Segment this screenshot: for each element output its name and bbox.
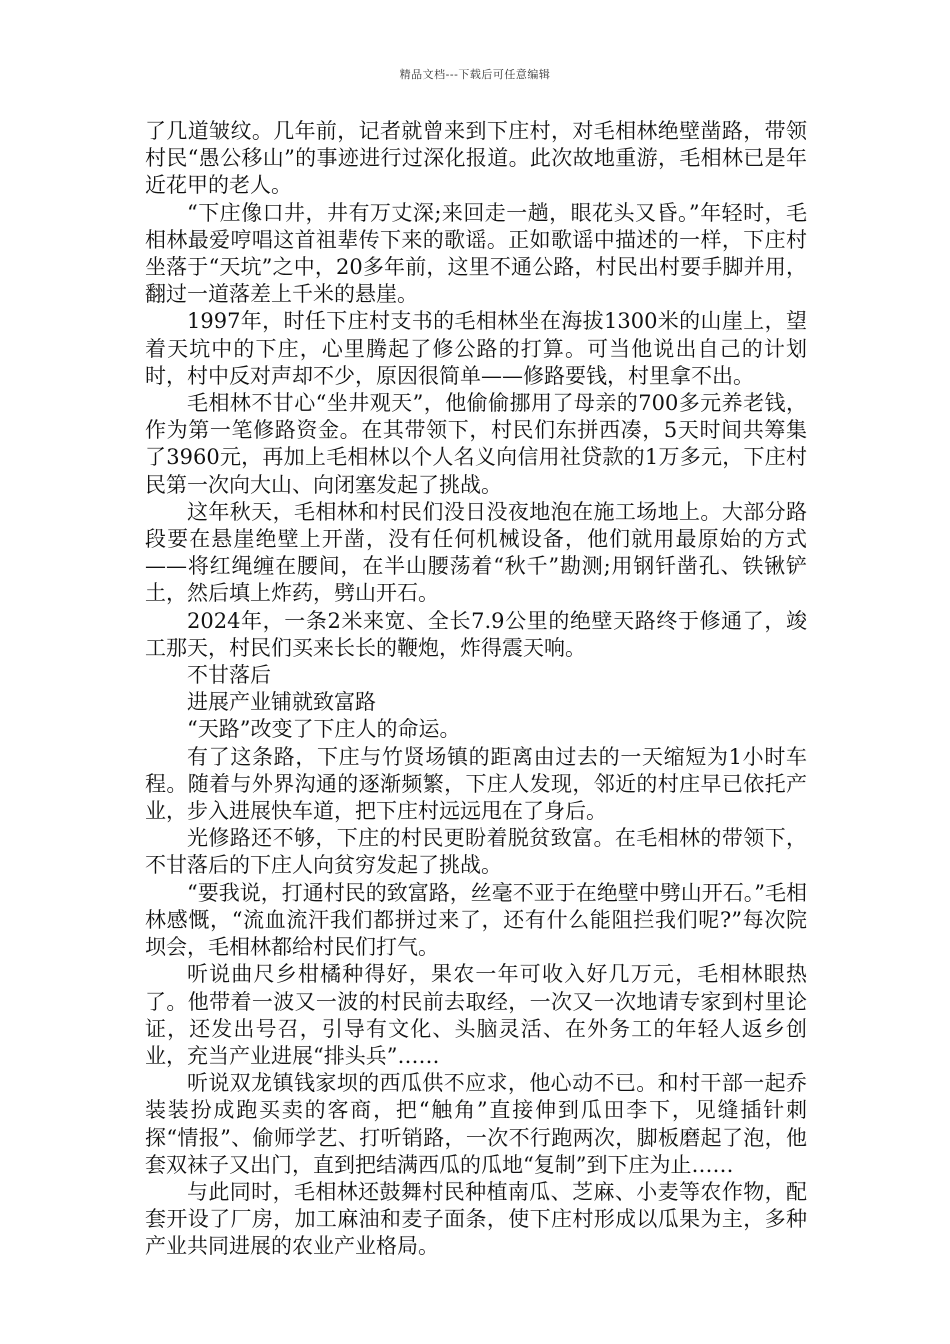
paragraph: “要我说，打通村民的致富路，丝毫不亚于在绝壁中劈山开石。”毛相林感慨，“流血流汗我们都拼过来了，还有什么能阻拦我们呢?”每次院坝会，毛相林都给村民们打气。 (145, 880, 807, 960)
paragraph: 听说双龙镇钱家坝的西瓜供不应求，他心动不已。和村干部一起乔装装扮成跑买卖的客商，把“触角”直接伸到瓜田李下，见缝插针刺探“情报”、偷师学艺、打听销路，一次不行跑两次，脚板磨起了泡，他套双袜子又出门，直到把结满西瓜的瓜地“复制”到下庄为止…… (145, 1071, 807, 1177)
paragraph: 2024年，一条2米来宽、全长7.9公里的绝壁天路终于修通了，竣工那天，村民们买来长长的鞭炮，炸得震天响。 (145, 608, 807, 660)
page-header: 精品文档---下载后可任意编辑 (399, 68, 551, 81)
paragraph: 光修路还不够，下庄的村民更盼着脱贫致富。在毛相林的带领下，不甘落后的下庄人向贫穷发起了挑战。 (145, 826, 807, 878)
paragraph: 这年秋天，毛相林和村民们没日没夜地泡在施工场地上。大部分路段要在悬崖绝壁上开凿，没有任何机械设备，他们就用最原始的方式——将红绳缠在腰间，在半山腰荡着“秋千”勘测;用钢钎凿孔、铁锹铲土，然后填上炸药，劈山开石。 (145, 499, 807, 606)
paragraph: “下庄像口井，井有万丈深;来回走一趟，眼花头又昏。”年轻时，毛相林最爱哼唱这首祖辈传下来的歌谣。正如歌谣中描述的一样，下庄村坐落于“天坑”之中，20多年前，这里不通公路，村民出村要手脚并用，翻过一道落差上千米的悬崖。 (145, 200, 807, 307)
paragraph: 听说曲尺乡柑橘种得好，果农一年可收入好几万元，毛相林眼热了。他带着一波又一波的村民前去取经，一次又一次地请专家到村里论证，还发出号召，引导有文化、头脑灵活、在外务工的年轻人返乡创业，充当产业进展“排头兵”…… (145, 962, 807, 1068)
paragraph: “天路”改变了下庄人的命运。 (187, 717, 461, 742)
paragraph: 毛相林不甘心“坐井观天”，他偷偷挪用了母亲的700多元养老钱，作为第一笔修路资金。在其带领下，村民们东拼西凑，5天时间共筹集了3960元，再加上毛相林以个人名义向信用社贷款的1万多元，下庄村民第一次向大山、向闭塞发起了挑战。 (145, 391, 807, 497)
paragraph: 了几道皱纹。几年前，记者就曾来到下庄村，对毛相林绝壁凿路，带领村民“愚公移山”的事迹进行过深化报道。此次故地重游，毛相林已是年近花甲的老人。 (145, 119, 807, 198)
paragraph: 1997年，时任下庄村支书的毛相林坐在海拔1300米的山崖上，望着天坑中的下庄，心里腾起了修公路的打算。可当他说出自己的计划时，村中反对声却不少，原因很简单——修路要钱，村里拿不出。 (145, 309, 807, 388)
section-subheading: 进展产业铺就致富路 (187, 690, 376, 715)
paragraph: 有了这条路，下庄与竹贤场镇的距离由过去的一天缩短为1小时车程。随着与外界沟通的逐渐频繁，下庄人发现，邻近的村庄早已依托产业，步入进展快车道，把下庄村远远甩在了身后。 (145, 744, 807, 824)
article-body (145, 118, 807, 1261)
paragraph: 与此同时，毛相林还鼓舞村民种植南瓜、芝麻、小麦等农作物，配套开设了厂房，加工麻油和麦子面条，使下庄村形成以瓜果为主，多种产业共同进展的农业产业格局。 (145, 1179, 807, 1259)
section-heading: 不甘落后 (187, 663, 271, 688)
